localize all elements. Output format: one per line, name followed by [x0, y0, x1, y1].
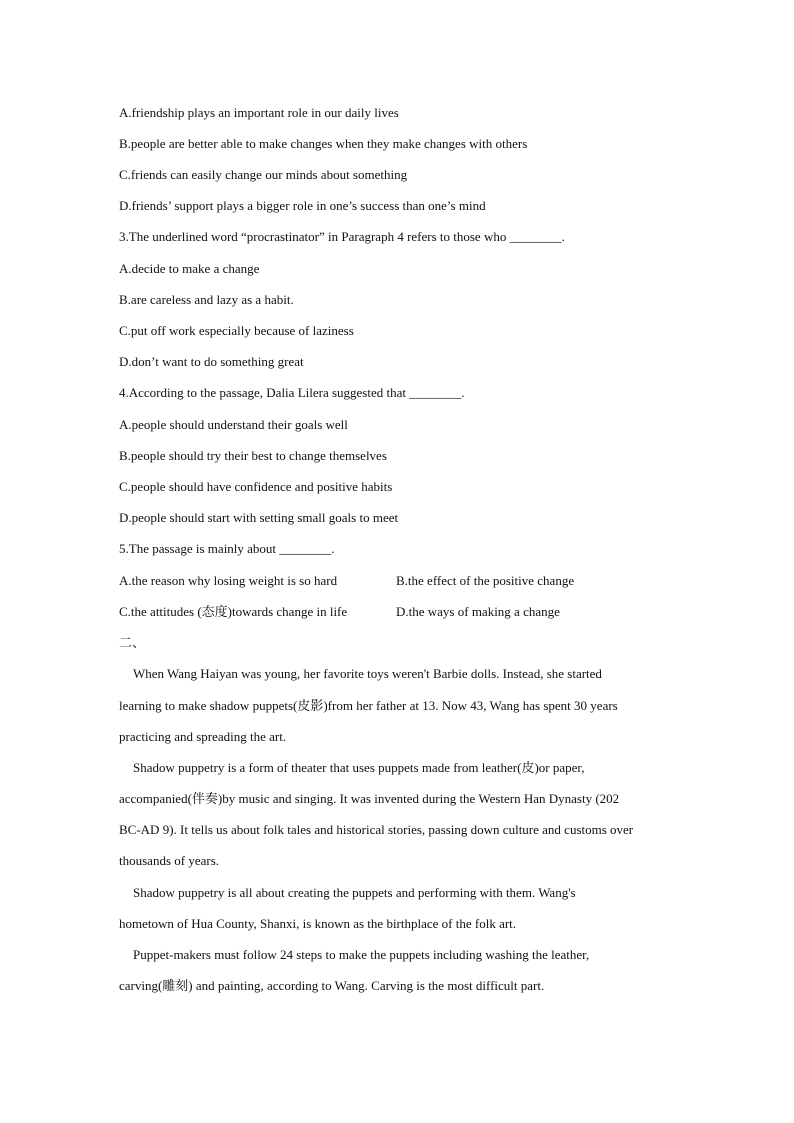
- paragraph-1-line-1: When Wang Haiyan was young, her favorite toys weren't Barbie dolls. Instead, she started: [133, 666, 602, 681]
- paragraph-4-line-2: carving(雕刻) and painting, according to Wang. Carving is the most difficult part.: [119, 978, 545, 993]
- q5-option-c: C.the attitudes (态度)towards change in life: [119, 604, 348, 619]
- paragraph-2-line-3: BC-AD 9). It tells us about folk tales and historical stories, passing down culture and customs over: [119, 822, 634, 837]
- paragraph-1-line-2: learning to make shadow puppets(皮影)from her father at 13. Now 43, Wang has spent 30 years: [119, 698, 618, 713]
- q2-option-d: D.friends’ support plays a bigger role in one’s success than one’s mind: [119, 198, 486, 213]
- paragraph-2-line-4: thousands of years.: [119, 853, 220, 868]
- q2-option-a: A.friendship plays an important role in our daily lives: [119, 105, 399, 120]
- q4-option-a: A.people should understand their goals well: [119, 417, 348, 432]
- paragraph-1-line-3: practicing and spreading the art.: [119, 729, 287, 744]
- q3-option-d: D.don’t want to do something great: [119, 354, 304, 369]
- q4-option-d: D.people should start with setting small goals to meet: [119, 510, 399, 525]
- paragraph-4-line-1: Puppet-makers must follow 24 steps to make the puppets including washing the leather,: [133, 947, 590, 962]
- q5-option-d: D.the ways of making a change: [396, 604, 560, 619]
- q5-stem: 5.The passage is mainly about ________.: [119, 541, 335, 556]
- q3-option-a: A.decide to make a change: [119, 261, 260, 276]
- q2-option-b: B.people are better able to make changes when they make changes with others: [119, 136, 528, 151]
- q4-option-c: C.people should have confidence and positive habits: [119, 479, 393, 494]
- q4-stem: 4.According to the passage, Dalia Lilera suggested that ________.: [119, 385, 465, 400]
- q3-option-b: B.are careless and lazy as a habit.: [119, 292, 294, 307]
- paragraph-3-line-2: hometown of Hua County, Shanxi, is known as the birthplace of the folk art.: [119, 916, 517, 931]
- section-heading: 二、: [119, 635, 146, 650]
- q5-option-b: B.the effect of the positive change: [396, 573, 575, 588]
- q3-option-c: C.put off work especially because of laziness: [119, 323, 354, 338]
- paragraph-2-line-1: Shadow puppetry is a form of theater that uses puppets made from leather(皮)or paper,: [133, 760, 585, 775]
- q5-option-a: A.the reason why losing weight is so hard: [119, 573, 338, 588]
- q2-option-c: C.friends can easily change our minds about something: [119, 167, 408, 182]
- paragraph-3-line-1: Shadow puppetry is all about creating the puppets and performing with them. Wang's: [133, 885, 576, 900]
- q4-option-b: B.people should try their best to change themselves: [119, 448, 387, 463]
- paragraph-2-line-2: accompanied(伴奏)by music and singing. It was invented during the Western Han Dynasty (202: [119, 791, 620, 806]
- q3-stem: 3.The underlined word “procrastinator” in Paragraph 4 refers to those who ________.: [119, 229, 565, 244]
